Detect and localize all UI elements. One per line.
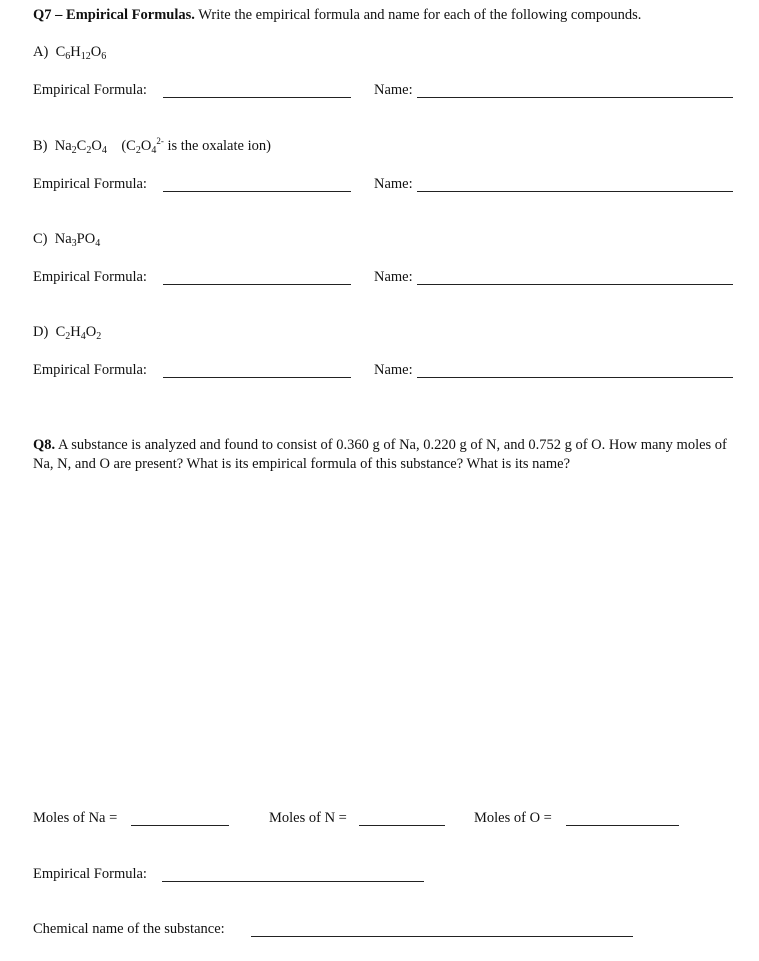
- part-b-label: [33, 138, 271, 155]
- q8-empirical-blank[interactable]: [162, 881, 424, 882]
- part-c-empirical-blank[interactable]: [163, 284, 351, 285]
- part-a-empirical-blank[interactable]: [163, 97, 351, 98]
- q7-dash: –: [51, 7, 67, 23]
- q8-question: [33, 436, 743, 474]
- part-b-empirical-label: Empirical Formula:: [33, 176, 147, 192]
- part-b-note: ($C_2O_4^{2-}$ is the oxalate ion): [121, 136, 271, 156]
- part-b-empirical-blank[interactable]: [163, 191, 351, 192]
- moles-n-label: Moles of N =: [269, 810, 347, 826]
- q8-number: Q8.: [33, 437, 56, 453]
- part-b-letter: B): [33, 138, 48, 154]
- part-d-name-blank[interactable]: [417, 377, 733, 378]
- part-a-formula: $C_6H_{12}O_6$: [55, 44, 107, 62]
- chemical-name-blank[interactable]: [251, 936, 633, 937]
- q8-text: A substance is analyzed and found to consist of 0.360 g of Na, 0.220 g of N, and 0.752 g of O. How many moles of Na, N, and O are present? What is its empirical formula of this substance? What is its name?: [33, 437, 727, 472]
- part-c-name-label: Name:: [374, 269, 413, 285]
- part-c-letter: C): [33, 231, 48, 247]
- part-a-empirical-label: Empirical Formula:: [33, 82, 147, 98]
- part-b-name-blank[interactable]: [417, 191, 733, 192]
- part-b-name-label: Name:: [374, 176, 413, 192]
- part-b-formula: $Na_2C_2O_4$: [54, 138, 107, 156]
- moles-o-blank[interactable]: [566, 825, 679, 826]
- moles-o-label: Moles of O =: [474, 810, 552, 826]
- q7-instruction: Write the empirical formula and name for each of the following compounds.: [194, 7, 642, 23]
- q7-number: Q7: [33, 7, 52, 23]
- part-d-letter: D): [33, 324, 49, 340]
- q8-empirical-label: Empirical Formula:: [33, 866, 147, 882]
- chemical-name-label: Chemical name of the substance:: [33, 921, 225, 937]
- part-d-label: [33, 324, 101, 341]
- moles-na-blank[interactable]: [131, 825, 229, 826]
- q7-heading: [33, 7, 641, 24]
- q7-title: Empirical Formulas.: [66, 7, 195, 23]
- part-d-formula: $C_2H_4O_2$: [55, 324, 102, 342]
- part-a-name-label: Name:: [374, 82, 413, 98]
- part-c-empirical-label: Empirical Formula:: [33, 269, 147, 285]
- part-d-name-label: Name:: [374, 362, 413, 378]
- part-c-name-blank[interactable]: [417, 284, 733, 285]
- part-c-label: [33, 231, 100, 248]
- moles-n-blank[interactable]: [359, 825, 445, 826]
- part-d-empirical-label: Empirical Formula:: [33, 362, 147, 378]
- part-a-name-blank[interactable]: [417, 97, 733, 98]
- moles-na-label: Moles of Na =: [33, 810, 118, 826]
- part-a-letter: A): [33, 44, 49, 60]
- part-c-formula: $Na_3PO_4$: [54, 231, 101, 249]
- part-d-empirical-blank[interactable]: [163, 377, 351, 378]
- part-a-label: [33, 44, 106, 61]
